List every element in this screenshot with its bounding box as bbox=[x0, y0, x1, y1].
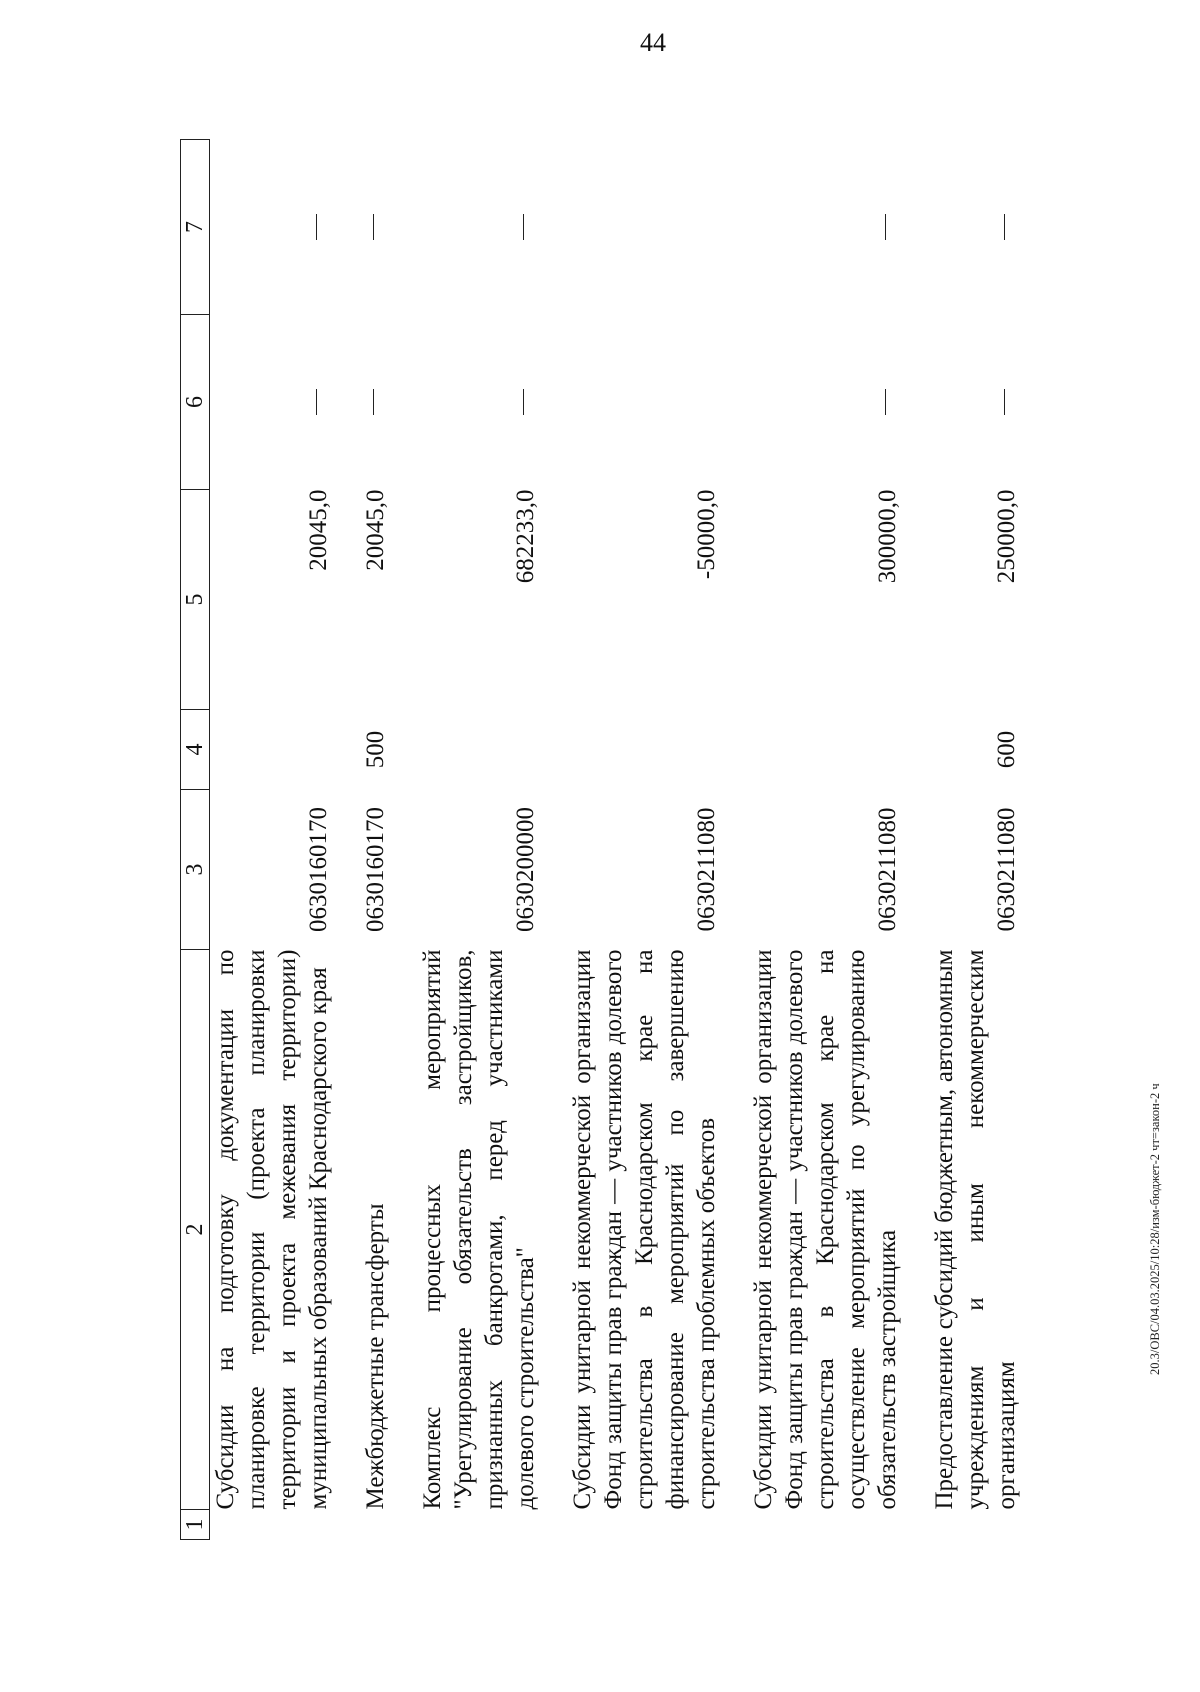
budget-table bbox=[180, 139, 1022, 1540]
table-row bbox=[929, 140, 1022, 1540]
row-amount: 682233,0 bbox=[512, 489, 539, 584]
dash-mark bbox=[885, 214, 886, 240]
dash-mark bbox=[1004, 389, 1005, 415]
table-row bbox=[417, 140, 541, 1540]
dash-mark bbox=[885, 389, 886, 415]
table-row bbox=[210, 140, 335, 1540]
row-amount: -50000,0 bbox=[693, 489, 720, 580]
row-name: Межбюджетные трансферты bbox=[362, 1203, 389, 1510]
row-type bbox=[417, 710, 541, 790]
row-name: Субсидии унитарной некоммерческой организации Фонд защиты прав граждан — участников долевого строительства в Краснодарском крае на осуществление мероприятий по урегулированию обязательств застройщика bbox=[750, 949, 901, 1510]
header-col-6: 6 bbox=[181, 315, 210, 490]
row-code: 0630211080 bbox=[693, 807, 720, 932]
row-type: 500 bbox=[362, 730, 389, 769]
dash-mark bbox=[316, 214, 317, 240]
row-code: 0630211080 bbox=[874, 807, 901, 932]
row-name: Комплекс процессных мероприятий "Урегулирование обязательств застройщиков, признанных банкротами, перед участниками долевого строительства" bbox=[419, 949, 539, 1510]
row-name: Предоставление субсидий бюджетным, автономным учреждениям и иным некоммерческим организациям bbox=[931, 949, 1020, 1510]
page-number: 44 bbox=[640, 28, 666, 57]
table-row bbox=[567, 140, 722, 1540]
dash-cell bbox=[748, 315, 903, 490]
dash-mark bbox=[523, 214, 524, 240]
dash-mark bbox=[373, 214, 374, 240]
header-col-2: 2 bbox=[181, 950, 210, 1510]
header-row bbox=[181, 140, 210, 1540]
row-code: 0630160170 bbox=[305, 807, 332, 932]
row-amount: 20045,0 bbox=[362, 489, 389, 571]
dash-cell bbox=[210, 315, 335, 490]
dash-mark bbox=[523, 389, 524, 415]
dash-cell bbox=[417, 315, 541, 490]
dash-cell bbox=[360, 140, 391, 315]
header-col-5: 5 bbox=[181, 490, 210, 710]
row-amount: 20045,0 bbox=[305, 489, 332, 571]
row-code: 0630200000 bbox=[512, 807, 539, 932]
header-col-4: 4 bbox=[181, 710, 210, 790]
row-name: Субсидии на подготовку документации по планировке территории (проекта планировки территории и проекта межевания территории) муниципальных образований Краснодарского края bbox=[212, 949, 332, 1510]
row-type bbox=[210, 710, 335, 790]
row-amount: 250000,0 bbox=[993, 489, 1020, 584]
table-row bbox=[748, 140, 903, 1540]
dash-mark bbox=[1004, 214, 1005, 240]
table-row bbox=[360, 140, 391, 1540]
rotated-table-container bbox=[180, 140, 1080, 1540]
dash-cell bbox=[929, 315, 1022, 490]
row-code: 0630160170 bbox=[362, 807, 389, 932]
dash-cell bbox=[210, 140, 335, 315]
header-col-1: 1 bbox=[181, 1510, 210, 1540]
header-col-7: 7 bbox=[181, 140, 210, 315]
dash-cell bbox=[417, 140, 541, 315]
dash-cell bbox=[929, 140, 1022, 315]
row-code: 0630211080 bbox=[993, 807, 1020, 932]
row-amount: 300000,0 bbox=[874, 489, 901, 584]
document-footer-code: 20.3/ОВС/04.03.2025/10:28/изм-бюджет-2 чт=закон-2 ч bbox=[1148, 1083, 1162, 1375]
dash-cell bbox=[748, 140, 903, 315]
header-col-3: 3 bbox=[181, 790, 210, 950]
row-name: Субсидии унитарной некоммерческой организации Фонд защиты прав граждан — участников долевого строительства в Краснодарском крае на финансирование мероприятий по завершению строительства проблемных объектов bbox=[569, 949, 720, 1510]
row-type bbox=[748, 710, 903, 790]
dash-mark bbox=[373, 389, 374, 415]
dash-cell bbox=[360, 315, 391, 490]
row-type bbox=[567, 710, 722, 790]
row-type: 600 bbox=[993, 730, 1020, 769]
dash-mark bbox=[316, 389, 317, 415]
